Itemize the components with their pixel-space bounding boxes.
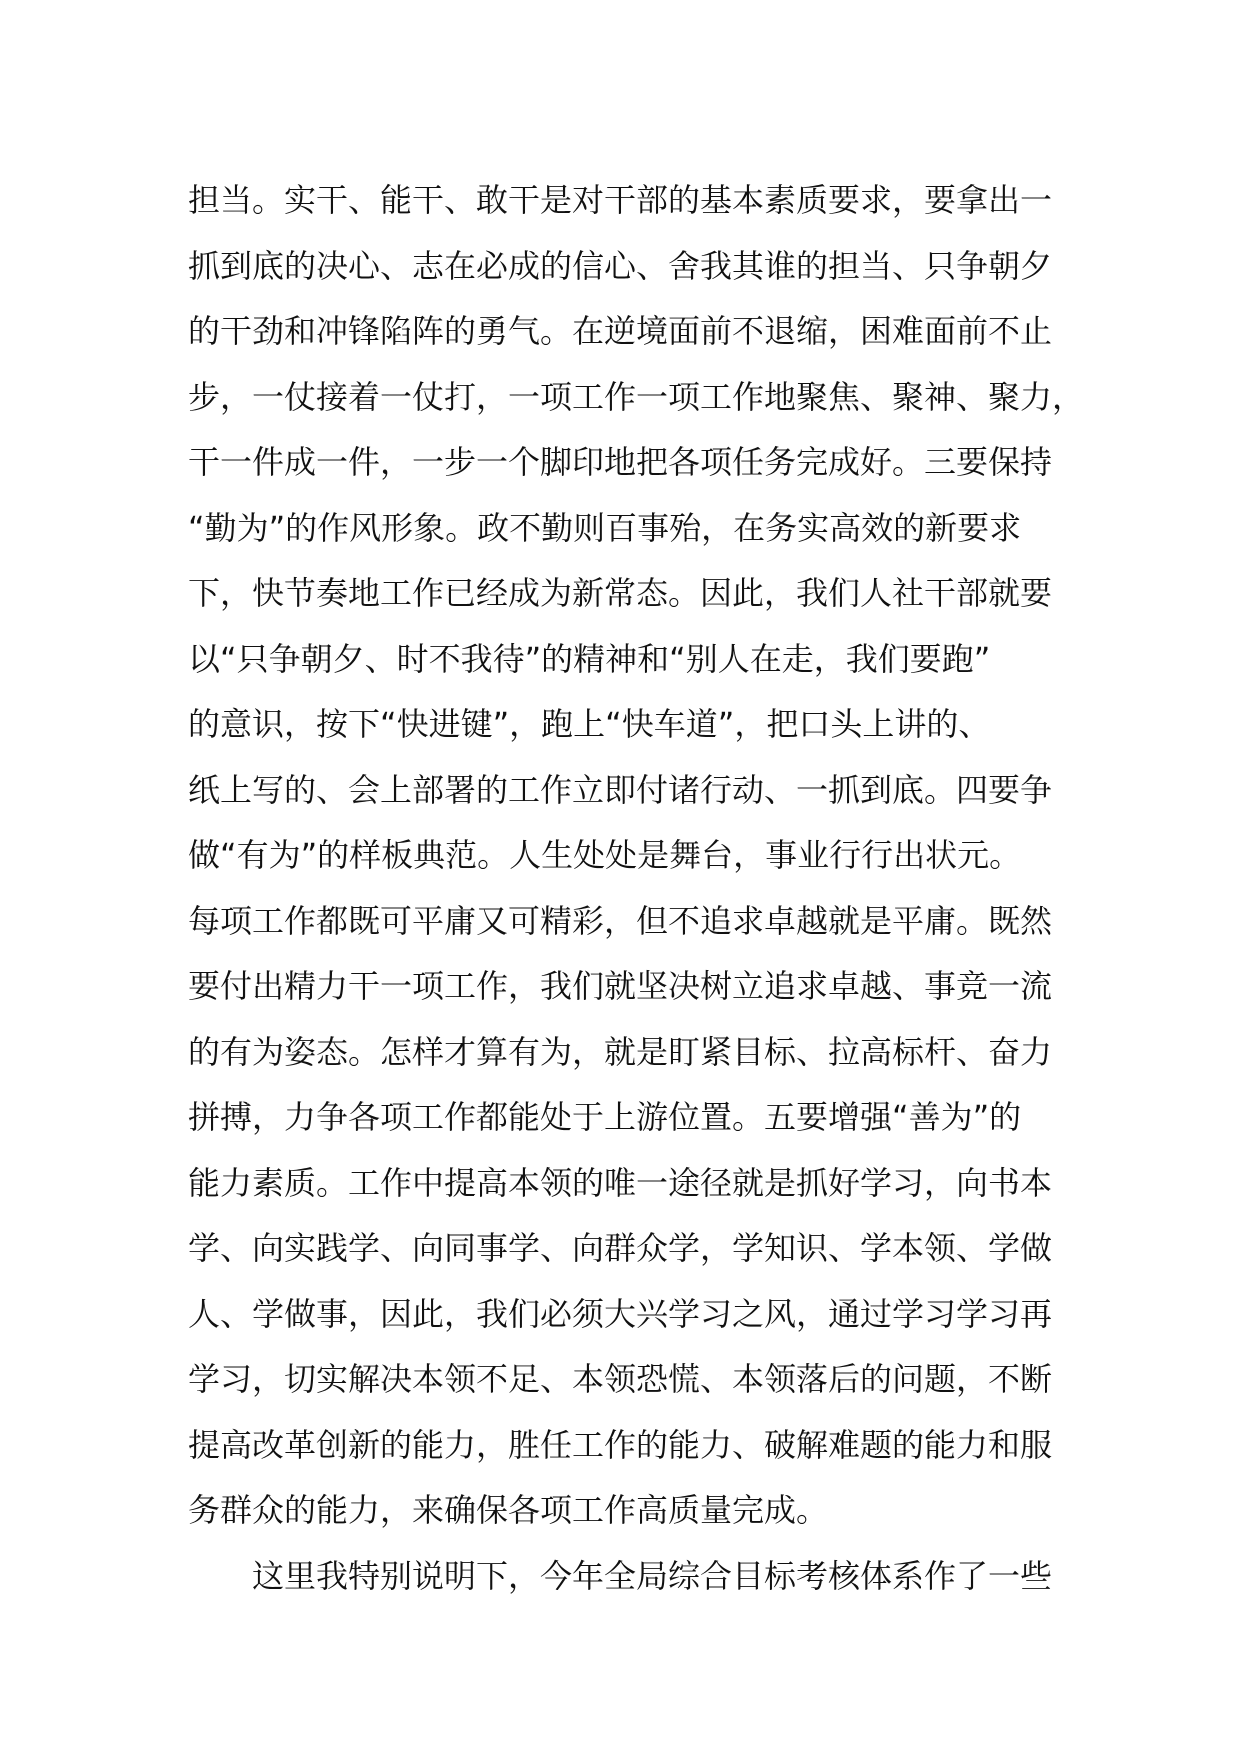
text-line: 担当。实干、能干、敢干是对干部的基本素质要求，要拿出一 [188, 181, 1053, 219]
body-text [188, 168, 1088, 1609]
text-line: 学、向实践学、向同事学、向群众学，学知识、学本领、学做 [188, 1229, 1053, 1267]
text-line: 每项工作都既可平庸又可精彩，但不追求卓越就是平庸。既然 [188, 901, 1053, 940]
text-line: 的有为姿态。怎样才算有为，就是盯紧目标、拉高标杆、奋力 [188, 1032, 1053, 1071]
text-line: 步，一仗接着一仗打，一项工作一项工作地聚焦、聚神、聚力， [188, 377, 1085, 416]
text-line: 务群众的能力，来确保各项工作高质量完成。 [188, 1491, 829, 1529]
text-line: 人、学做事，因此，我们必须大兴学习之风，通过学习学习再 [188, 1294, 1053, 1333]
text-line: 的意识，按下“快进键”，跑上“快车道”，把口头上讲的、 [188, 705, 991, 743]
text-line: 干一件成一件，一步一个脚印地把各项任务完成好。三要保持 [188, 443, 1053, 481]
text-line: 的干劲和冲锋陷阵的勇气。在逆境面前不退缩，困难面前不止 [188, 312, 1053, 350]
text-line: 拼搏，力争各项工作都能处于上游位置。五要增强“善为”的 [188, 1098, 1022, 1136]
text-line: 学习，切实解决本领不足、本领恐慌、本领落后的问题，不断 [188, 1360, 1053, 1398]
text-line: 抓到底的决心、志在必成的信心、舍我其谁的担当、只争朝夕 [188, 246, 1053, 285]
paragraph-start-line: 这里我特别说明下，今年全局综合目标考核体系作了一些 [252, 1556, 1053, 1595]
text-line: 纸上写的、会上部署的工作立即付诸行动、一抓到底。四要争 [188, 770, 1053, 809]
text-line: 做“有为”的样板典范。人生处处是舞台，事业行行出状元。 [188, 836, 1022, 874]
text-line: 能力素质。工作中提高本领的唯一途径就是抓好学习，向书本 [188, 1163, 1053, 1202]
text-line: 以“只争朝夕、时不我待”的精神和“别人在走，我们要跑” [188, 639, 991, 678]
text-line: 下，快节奏地工作已经成为新常态。因此，我们人社干部就要 [188, 574, 1053, 612]
text-line: 提高改革创新的能力，胜任工作的能力、破解难题的能力和服 [188, 1425, 1053, 1464]
text-line: 要付出精力干一项工作，我们就坚决树立追求卓越、事竞一流 [188, 967, 1053, 1005]
text-line: “勤为”的作风形象。政不勤则百事殆，在务实高效的新要求 [188, 508, 1022, 547]
